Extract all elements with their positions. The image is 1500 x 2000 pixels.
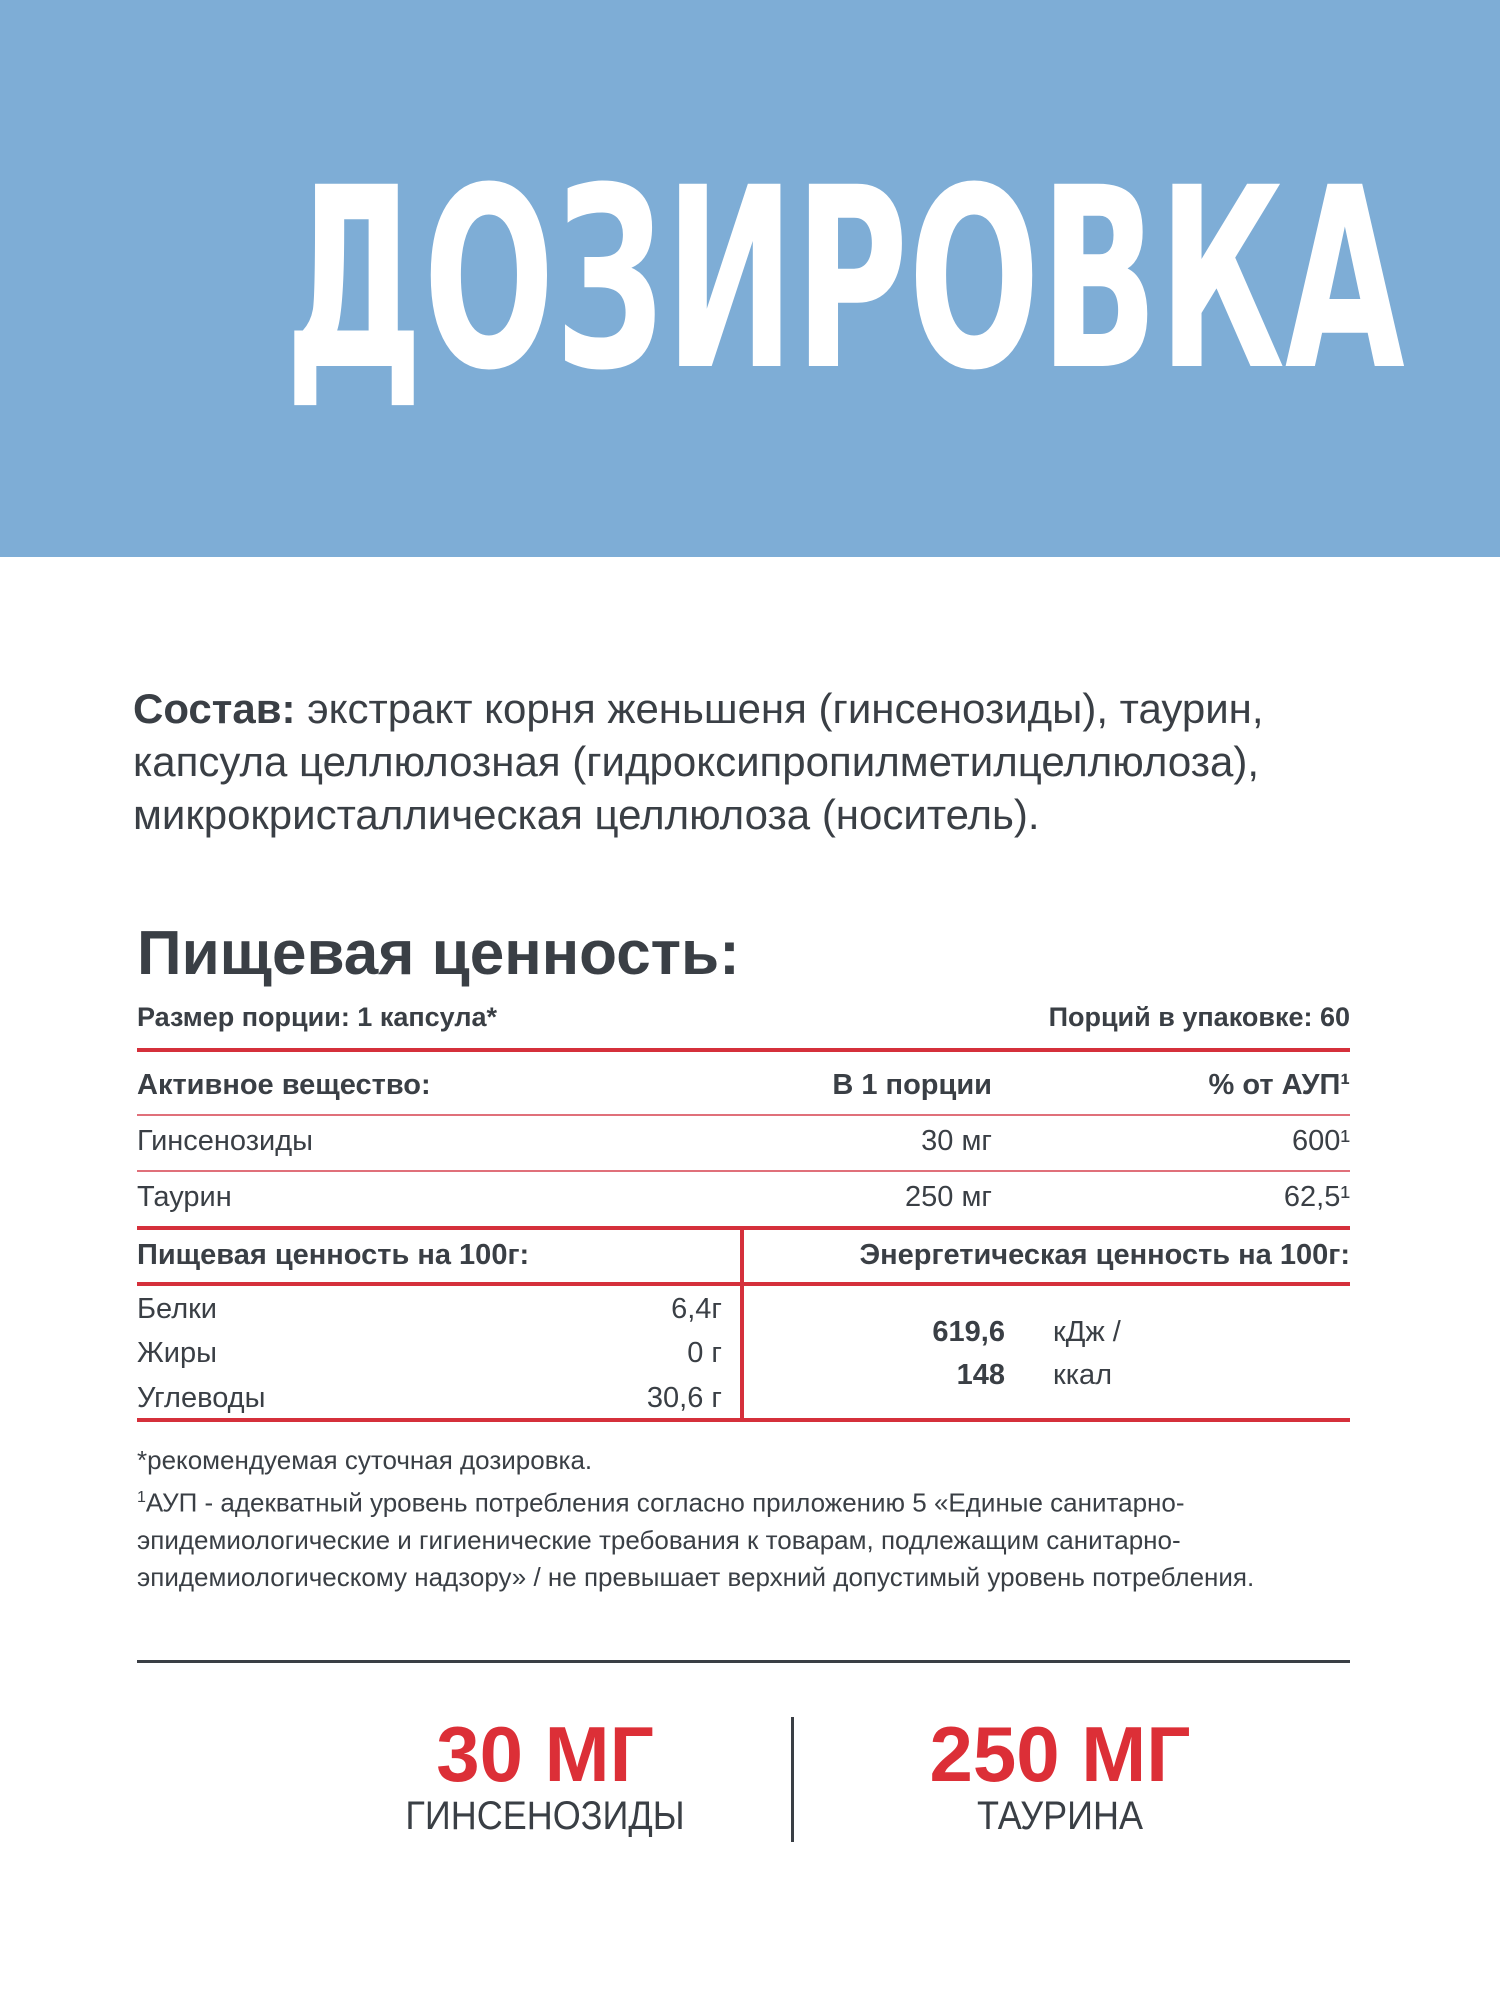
macro-protein-value: 6,4г xyxy=(671,1293,722,1325)
composition-text xyxy=(133,682,1393,841)
row-ginsenosides-amount: 30 мг xyxy=(921,1125,992,1157)
table-section-border xyxy=(137,1282,1350,1286)
footnote-aup-text: АУП - адекватный уровень потребления согласно приложению 5 «Единые санитарно-эпидемиологические и гигиенические требования к товарам, подлежащим санитарно-эпидемиологическому надзору» / не превышает верхний допустимый уровень потребления. xyxy=(137,1487,1255,1592)
highlight-taurine-value: 250 МГ xyxy=(929,1710,1191,1798)
energy-kcal-value: 148 xyxy=(956,1359,1005,1391)
header-per-serving: В 1 порции xyxy=(832,1069,992,1101)
table-divider xyxy=(137,1170,1350,1172)
table-divider xyxy=(137,1114,1350,1116)
macro-carbs-name: Углеводы xyxy=(137,1382,266,1414)
header-substance: Активное вещество: xyxy=(137,1069,431,1101)
footnote-aup xyxy=(137,1479,1367,1596)
highlight-taurine-label: ТАУРИНА xyxy=(977,1794,1143,1838)
highlight-divider xyxy=(791,1717,794,1842)
table-vertical-divider xyxy=(740,1226,744,1420)
macro-carbs-value: 30,6 г xyxy=(646,1382,722,1414)
servings-per-pack: Порций в упаковке: 60 xyxy=(1048,1002,1350,1032)
macro-fat-name: Жиры xyxy=(137,1337,217,1369)
footnotes xyxy=(137,1442,1367,1596)
footnote-marker: 1 xyxy=(137,1489,146,1506)
composition-label: Состав: xyxy=(133,685,296,732)
serving-size: Размер порции: 1 капсула* xyxy=(137,1002,498,1032)
section-divider xyxy=(137,1660,1350,1663)
energy-kj-value: 619,6 xyxy=(932,1316,1005,1348)
row-taurine-name: Таурин xyxy=(137,1181,232,1213)
header-banner xyxy=(0,0,1500,557)
banner-title: ДОЗИРОВКА xyxy=(285,134,1405,425)
nutrition-title: Пищевая ценность: xyxy=(137,919,740,988)
row-taurine-amount: 250 мг xyxy=(905,1181,992,1213)
energy-header: Энергетическая ценность на 100г: xyxy=(859,1239,1350,1271)
table-top-border xyxy=(137,1048,1350,1052)
header-percent: % от АУП¹ xyxy=(1208,1069,1350,1101)
row-ginsenosides-name: Гинсенозиды xyxy=(137,1125,313,1157)
composition-ingredients: экстракт корня женьшеня (гинсенозиды), таурин, капсула целлюлозная (гидроксипропилметилцеллюлоза), микрокристаллическая целлюлоза (носитель). xyxy=(133,685,1264,838)
energy-kj-unit: кДж / xyxy=(1053,1316,1121,1348)
highlight-ginsenosides-value: 30 МГ xyxy=(436,1710,654,1798)
table-bottom-border xyxy=(137,1418,1350,1422)
highlight-ginsenosides-label: ГИНСЕНОЗИДЫ xyxy=(405,1794,685,1838)
row-taurine-percent: 62,5¹ xyxy=(1283,1181,1350,1213)
macro-fat-value: 0 г xyxy=(687,1337,722,1369)
energy-kcal-unit: ккал xyxy=(1053,1359,1113,1391)
per100-header: Пищевая ценность на 100г: xyxy=(137,1239,530,1271)
row-ginsenosides-percent: 600¹ xyxy=(1291,1125,1350,1157)
macro-protein-name: Белки xyxy=(137,1293,218,1325)
footnote-dosage: *рекомендуемая суточная дозировка. xyxy=(137,1445,593,1475)
